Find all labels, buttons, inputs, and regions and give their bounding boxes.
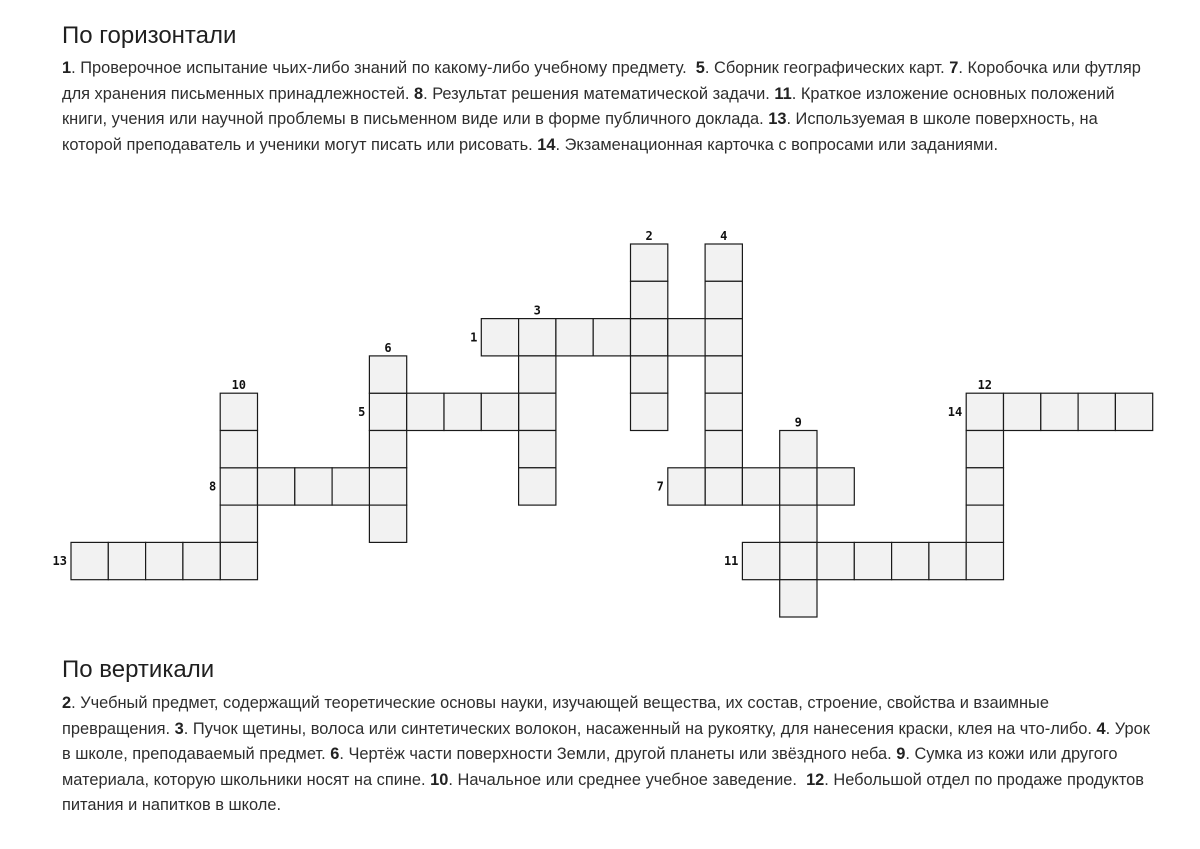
grid-cell[interactable]: [332, 468, 369, 505]
grid-cell[interactable]: [369, 505, 406, 542]
clue-across-11: 11. Краткое изложение основных положений книги, учения или научной проблемы в письменном виде или в форме публичного доклада.: [62, 84, 1115, 128]
grid-cell[interactable]: [854, 542, 891, 579]
grid-cell[interactable]: [780, 505, 817, 542]
clue-number: 7: [949, 59, 959, 77]
grid-cell[interactable]: [966, 542, 1003, 579]
clue-number: 6: [330, 745, 340, 763]
clue-text: Результат решения математической задачи.: [432, 84, 770, 103]
clue-number: 9: [896, 745, 906, 763]
word-number-1: 1: [470, 330, 478, 345]
clue-text: Проверочное испытание чьих-либо знаний по какому-либо учебному предмету.: [80, 59, 687, 77]
clue-text: Учебный предмет, содержащий теоретические основы науки, изучающей вещества, их состав, строение, свойства и взаимные превращения.: [62, 694, 1049, 738]
clue-down-4: 4. Урок в школе, преподаваемый предмет.: [62, 719, 1150, 763]
word-number-6: 6: [384, 340, 392, 355]
clue-text: Используемая в школе поверхность, на которой преподаватель и ученики могут писать или рисовать.: [62, 110, 1098, 154]
grid-cell[interactable]: [780, 468, 817, 505]
grid-cell[interactable]: [817, 542, 854, 579]
grid-cell[interactable]: [146, 542, 183, 579]
word-number-13: 13: [52, 554, 67, 568]
grid-cell[interactable]: [71, 542, 108, 579]
grid-cell[interactable]: [220, 393, 257, 430]
grid-cell[interactable]: [1041, 393, 1078, 430]
clue-down-9: 9. Сумка из кожи или другого материала, которую школьники носят на спине.: [62, 745, 1118, 789]
clue-down-10: 10. Начальное или среднее учебное заведение.: [430, 770, 797, 789]
grid-cell[interactable]: [817, 468, 854, 505]
clue-across-14: 14. Экзаменационная карточка с вопросами или заданиями.: [537, 135, 999, 154]
grid-cell[interactable]: [631, 393, 668, 430]
grid-cell[interactable]: [481, 393, 518, 430]
grid-cell[interactable]: [407, 393, 444, 430]
clue-down-2: 2. Учебный предмет, содержащий теоретические основы науки, изучающей вещества, их состав, строение, свойства и взаимные превращения.: [62, 694, 1049, 738]
grid-cell[interactable]: [108, 542, 145, 579]
grid-cell[interactable]: [258, 468, 295, 505]
clue-across-1: 1. Проверочное испытание чьих-либо знаний по какому-либо учебному предмету.: [62, 59, 687, 77]
across-clues: [62, 56, 1152, 158]
clue-number: 11: [774, 84, 792, 103]
word-number-14: 14: [947, 404, 963, 419]
grid-cell[interactable]: [892, 542, 929, 579]
grid-cell[interactable]: [668, 468, 705, 505]
grid-cell[interactable]: [220, 431, 257, 468]
clue-down-12: 12. Небольшой отдел по продаже продуктов питания и напитков в школе.: [62, 770, 1144, 814]
word-number-2: 2: [645, 229, 653, 243]
grid-cell[interactable]: [481, 319, 518, 356]
grid-cell[interactable]: [705, 356, 742, 393]
clue-number: 2: [62, 694, 72, 712]
word-number-7: 7: [656, 479, 664, 494]
grid-cell[interactable]: [1115, 393, 1152, 430]
grid-cell[interactable]: [220, 468, 257, 505]
grid-cell[interactable]: [631, 281, 668, 318]
grid-cell[interactable]: [780, 542, 817, 579]
clue-text: Экзаменационная карточка с вопросами или заданиями.: [564, 135, 999, 154]
clue-across-5: 5. Сборник географических карт.: [695, 59, 945, 77]
grid-cell[interactable]: [705, 431, 742, 468]
clue-number: 4: [1096, 719, 1106, 738]
grid-cell[interactable]: [668, 319, 705, 356]
clue-down-3: 3. Пучок щетины, волоса или синтетических волокон, насаженный на рукоятку, для нанесения краски, клея на что-либо.: [174, 719, 1092, 738]
clue-text: Небольшой отдел по продаже продуктов питания и напитков в школе.: [62, 770, 1144, 814]
grid-cell[interactable]: [1004, 393, 1041, 430]
word-number-8: 8: [208, 479, 217, 494]
clue-text: Сумка из кожи или другого материала, которую школьники носят на спине.: [62, 745, 1118, 789]
clue-number: 3: [174, 719, 184, 738]
grid-cell[interactable]: [929, 542, 966, 579]
clue-number: 13: [768, 110, 787, 128]
clue-number: 8: [413, 84, 424, 103]
clue-text: Начальное или среднее учебное заведение.: [457, 770, 797, 789]
grid-cell[interactable]: [556, 319, 593, 356]
grid-cell[interactable]: [742, 468, 779, 505]
grid-cell[interactable]: [519, 356, 556, 393]
clue-down-6: 6. Чертёж части поверхности Земли, другой планеты или звёздного неба.: [330, 745, 892, 763]
grid-cell[interactable]: [519, 319, 556, 356]
grid-cell[interactable]: [780, 580, 817, 617]
grid-cell[interactable]: [369, 393, 406, 430]
grid-cell[interactable]: [966, 468, 1003, 505]
clue-text: Сборник географических карт.: [713, 59, 945, 77]
grid-cell[interactable]: [966, 505, 1003, 542]
word-number-3: 3: [533, 303, 541, 318]
grid-cell[interactable]: [519, 431, 556, 468]
grid-cell[interactable]: [742, 542, 779, 579]
grid-cell[interactable]: [183, 542, 220, 579]
grid-cell[interactable]: [705, 244, 742, 281]
clue-number: 12: [806, 770, 825, 789]
word-number-10: 10: [231, 378, 247, 393]
clue-number: 14: [537, 135, 556, 154]
clue-text: Коробочка или футляр для хранения письменных принадлежностей.: [62, 59, 1141, 103]
clue-text: Пучок щетины, волоса или синтетических волокон, насаженный на рукоятку, для нанесения краски, клея на что-либо.: [192, 719, 1092, 738]
grid-cell[interactable]: [369, 356, 406, 393]
down-heading: По вертикали: [62, 656, 215, 683]
clue-across-7: 7. Коробочка или футляр для хранения письменных принадлежностей.: [62, 59, 1141, 103]
grid-numbers: [53, 229, 992, 568]
grid-cell[interactable]: [966, 431, 1003, 468]
grid-cell[interactable]: [705, 319, 742, 356]
grid-cell[interactable]: [369, 431, 406, 468]
clue-across-8: 8. Результат решения математической задачи.: [413, 84, 770, 103]
clue-number: 1: [62, 59, 72, 77]
grid-cell[interactable]: [631, 319, 668, 356]
word-number-11: 11: [723, 554, 739, 568]
clue-across-13: 13. Используемая в школе поверхность, на которой преподаватель и ученики могут писать или рисовать.: [62, 110, 1098, 154]
down-clues: [62, 691, 1152, 819]
word-number-4: 4: [720, 229, 728, 243]
grid-cell[interactable]: [519, 468, 556, 505]
clue-number: 10: [430, 770, 449, 789]
grid-cell[interactable]: [593, 319, 630, 356]
grid-cell[interactable]: [295, 468, 332, 505]
clue-number: 5: [695, 59, 705, 77]
grid-cell[interactable]: [444, 393, 481, 430]
grid-cell[interactable]: [631, 244, 668, 281]
grid-cell[interactable]: [519, 393, 556, 430]
grid-cell[interactable]: [220, 542, 257, 579]
grid-cell[interactable]: [220, 505, 257, 542]
grid-cell[interactable]: [1078, 393, 1115, 430]
word-number-5: 5: [358, 404, 366, 419]
word-number-12: 12: [977, 378, 993, 393]
grid-cells: [71, 244, 1153, 617]
grid-cell[interactable]: [631, 356, 668, 393]
clue-text: Чертёж части поверхности Земли, другой планеты или звёздного неба.: [348, 745, 892, 763]
grid-cell[interactable]: [705, 468, 742, 505]
clue-text: Урок в школе, преподаваемый предмет.: [62, 719, 1150, 763]
grid-cell[interactable]: [705, 281, 742, 318]
grid-cell[interactable]: [705, 393, 742, 430]
grid-cell[interactable]: [966, 393, 1003, 430]
across-heading: По горизонтали: [62, 22, 237, 49]
clue-text: Краткое изложение основных положений книги, учения или научной проблемы в письменном виде или в форме публичного доклада.: [62, 84, 1115, 128]
grid-cell[interactable]: [780, 431, 817, 468]
word-number-9: 9: [794, 415, 802, 430]
grid-cell[interactable]: [369, 468, 406, 505]
